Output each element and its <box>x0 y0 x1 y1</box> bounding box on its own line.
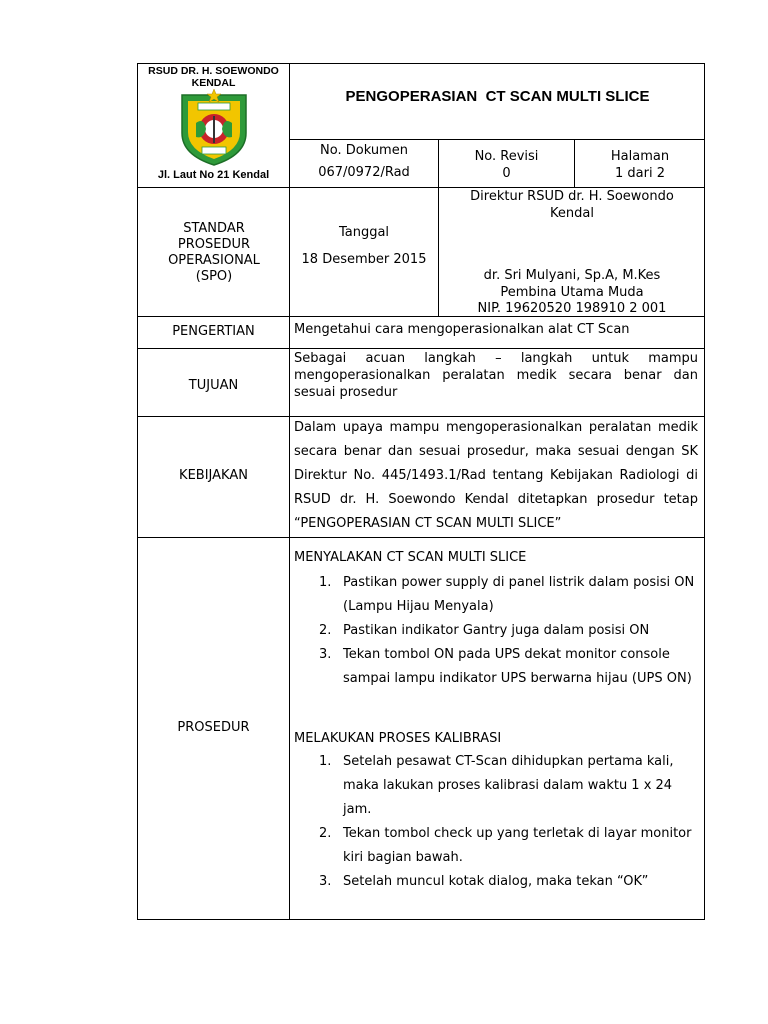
director-rank: Pembina Utama Muda <box>500 285 644 300</box>
hospital-logo <box>176 89 252 167</box>
divider <box>138 348 705 349</box>
document-title: PENGOPERASIAN CT SCAN MULTI SLICE <box>345 88 650 105</box>
list-item: 1. Setelah pesawat CT-Scan dihidupkan pertama kali, maka lakukan proses kalibrasi dalam waktu 1 x 24 jam. <box>319 754 674 817</box>
section-title-kalibrasi: MELAKUKAN PROSES KALIBRASI <box>294 731 502 746</box>
spo-document <box>137 63 705 920</box>
tujuan-label: TUJUAN <box>188 378 239 393</box>
director-nip: NIP. 19620520 198910 2 001 <box>477 301 667 316</box>
revision-label: No. Revisi <box>474 149 539 164</box>
divider <box>289 139 705 140</box>
page-label: Halaman <box>610 149 670 164</box>
director-name: dr. Sri Mulyani, Sp.A, M.Kes <box>483 268 661 283</box>
list-item: 3. Setelah muncul kotak dialog, maka tekan “OK” <box>319 874 649 889</box>
menyalakan-steps <box>294 571 704 691</box>
date-value: 18 Desember 2015 <box>301 252 427 267</box>
divider <box>289 64 290 920</box>
kalibrasi-steps <box>294 750 704 894</box>
hospital-address: Jl. Laut No 21 Kendal <box>157 169 270 181</box>
list-item: 2. Pastikan indikator Gantry juga dalam posisi ON <box>319 623 650 638</box>
director-title: Direktur RSUD dr. H. Soewondo Kendal <box>470 189 674 221</box>
spo-label: STANDAR PROSEDUR OPERASIONAL (SPO) <box>168 221 260 284</box>
list-item: 3. Tekan tombol ON pada UPS dekat monitor console sampai lampu indikator UPS berwarna hijau (UPS ON) <box>319 647 692 686</box>
section-title-menyalakan: MENYALAKAN CT SCAN MULTI SLICE <box>294 550 527 565</box>
pengertian-text: Mengetahui cara mengoperasionalkan alat CT Scan <box>294 322 630 337</box>
page-value: 1 dari 2 <box>615 166 665 181</box>
kebijakan-label: KEBIJAKAN <box>179 468 248 483</box>
list-item: 1. Pastikan power supply di panel listrik dalam posisi ON (Lampu Hijau Menyala) <box>319 575 695 614</box>
revision-value: 0 <box>502 166 511 181</box>
prosedur-label: PROSEDUR <box>177 720 250 735</box>
divider <box>138 537 705 538</box>
doc-number-value: 067/0972/Rad <box>318 165 410 180</box>
date-label: Tanggal <box>338 225 390 240</box>
kebijakan-text: Dalam upaya mampu mengoperasionalkan peralatan medik secara benar dan sesuai prosedur, maka sesuai dengan SK Direktur No. 445/1493.1/Rad tentang Kebijakan Radiologi di RSUD dr. H. Soewondo Kendal ditetapkan prosedur tetap “PENGOPERASIAN CT SCAN MULTI SLICE” <box>294 420 698 531</box>
pengertian-label: PENGERTIAN <box>172 324 255 339</box>
list-item: 2. Tekan tombol check up yang terletak di layar monitor kiri bagian bawah. <box>319 826 692 865</box>
hospital-name: RSUD DR. H. SOEWONDO KENDAL <box>148 65 279 89</box>
doc-number-label: No. Dokumen <box>320 143 408 158</box>
tujuan-text: Sebagai acuan langkah – langkah untuk mampu mengoperasionalkan peralatan medik secara benar dan sesuai prosedur <box>294 351 698 400</box>
